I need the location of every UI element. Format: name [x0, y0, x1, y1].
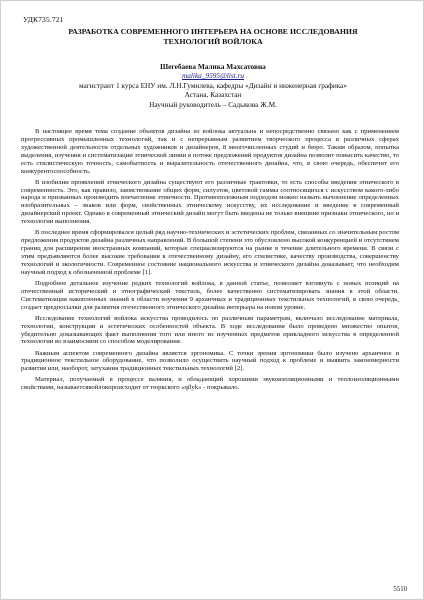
author-affiliation: магистрант 1 курса ЕНУ им. Л.Н.Гумилева, кафедры «Дизайн и инженерная графика» [78, 80, 348, 90]
supervisor: Научный руководитель – Садыкова Ж.М. [149, 99, 277, 109]
author-block [31, 62, 395, 109]
article-body [21, 128, 399, 395]
article-title: РАЗРАБОТКА СОВРЕМЕННОГО ИНТЕРЬЕРА НА ОСНОВЕ ИССЛЕДОВАНИЯ ТЕХНОЛОГИЙ ВОЙЛОКА [68, 27, 358, 46]
author-name: Шегебаева Малика Махсатовна [160, 62, 266, 71]
page-number: 5510 [393, 586, 407, 593]
paragraph: Исследование технологий войлока искусства проводилось по различным параметрам, включало исследование материала, технологии, конструкции и эстетических особенностей объекта. В ходе исследования было проведено множество опытов, убедительно доказывающих факт выполнения того или иного из изученных предметов прикладного искусства в определенной технологии во взаимосвязи со способом моделирования. [21, 314, 399, 346]
author-email-link[interactable]: malika_9595@list.ru [181, 71, 245, 81]
paragraph: В настоящее время тема создание объектов дизайна из войлока актуальна и непосредственно связано как с применением прогрессивных промышленных технологий, так и с непрерывным развитием творческого процесса в различных сферах художественной деятельности отдельных художников и дизайнеров, 8 многочисленных студий и бюро. Таким образом, попытка выделения, изучения и систематизации этнической линии в потоке предложений продуктов дизайна позволит повысить качество, то есть стилистическую точность, самобытность и выразительность отечественного дизайна, что, в свою очередь, обеспечит его конкурентоспособность. [21, 128, 399, 175]
udk-code: УДК735.721 [23, 15, 64, 24]
paragraph: Важным аспектом современного дизайна является эргономика. С точки зрения эргономики было изучено архаичное и традиционное текстильное оборудование, что позволило осуществить научный подход к проблеме и выявить закономерности развития или, наоборот, затухания традиционных текстильных технологий [2]. [21, 349, 399, 373]
paragraph: Материал, получаемый в процессе валяния, и обладающий хорошими звукоизоляционными и теплоизоляционными свойствами, называетсявойлокпроисходит от тюркского «qïlyk» - покрывало. [21, 376, 399, 392]
author-city: Астана, Казахстан [184, 90, 242, 100]
paragraph: В изобилии проявлений этнического дизайна существуют его различные трактовки, то есть способы введения этнического в современность. Это, как правило, заимствование общих форм, силуэтов, цветовой гаммы соотносящихся с искусством какого-либо народа и призванных производить впечатление этничности. Противоположным подходом можно назвать вычленение определенных изобразительных – знаков или форм, свойственных этническому искусству, их исследование и введение в современный дизайнерский проект. Однако в современный этнический дизайн могут быть введены не только внешние признаки этнического, но и технологии выполнения. [21, 178, 399, 226]
paragraph: Подробное детальное изучение редких технологий войлока, в данной статье, позволяет взглянуть с новых позиций на отечественный исторический и этнографический текстиль, более качественно систематизировать знания в этой области. Систематизация накопленных знаний в области изучения 9 архаичных и традиционных текстильных технологий, в свою очередь, создает предпосылки для развития отечественного этнического дизайна интерьера на новом уровне. [21, 279, 399, 311]
paragraph: В последнее время сформировался целый ряд научно-технических и эстетических проблем, связанных со значительным ростом предложения продуктов дизайна различных направлений. В большой степени это обусловлено высокой конкуренцией и отсутствием границ для расширения иностранных компаний, которые специализируются на рынке в течение длительного времени. В связи с этим предъявляются более высокие требования к отечественному дизайну, его стилистике, качеству производства, совершенству технологий и экологичности. Современное состояние национального искусства и этнического дизайна доказывает, что необходим научный подход к обозначенной проблеме [1]. [21, 229, 399, 276]
